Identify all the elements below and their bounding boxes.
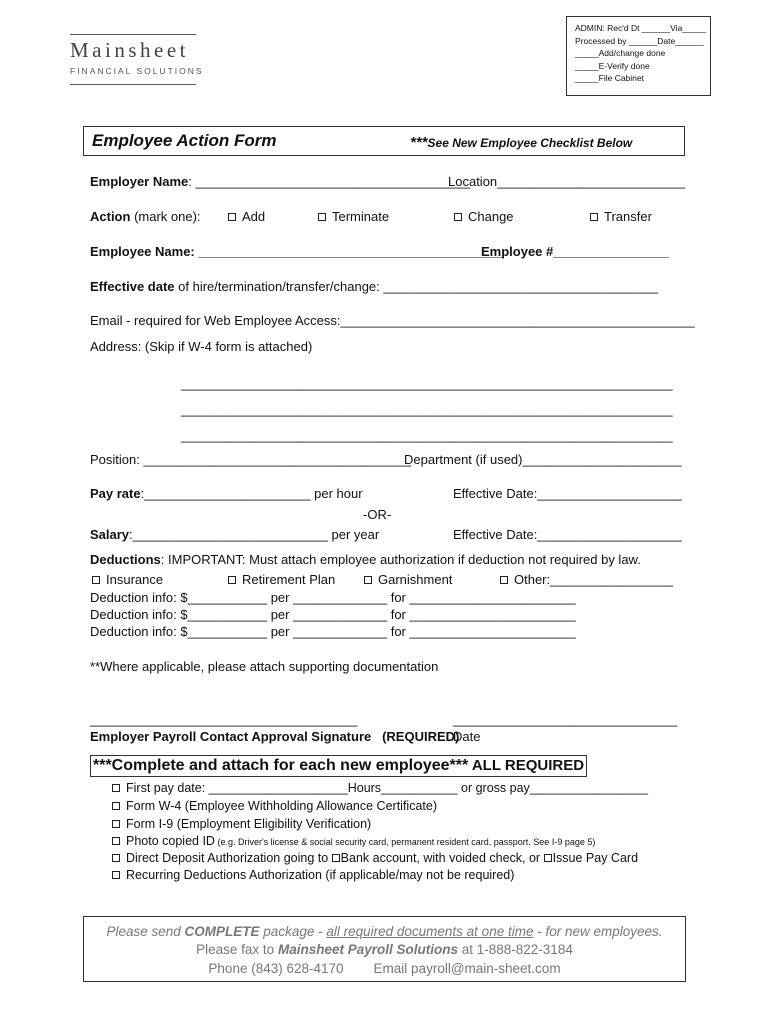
location-field[interactable]: Location__________________________ bbox=[448, 174, 686, 189]
action-add-label: Add bbox=[242, 209, 266, 224]
effective-date-line: of hire/termination/transfer/change: ______________________________________ bbox=[174, 279, 659, 294]
deduction-info-3[interactable]: Deduction info: $___________ per _____________ for _______________________ bbox=[90, 624, 576, 639]
footer-send: Please send bbox=[106, 924, 185, 939]
email-field[interactable]: Email - required for Web Employee Access:_________________________________________________ bbox=[90, 313, 695, 328]
checkbox-icon bbox=[112, 820, 120, 828]
deduction-info-2[interactable]: Deduction info: $___________ per _____________ for _______________________ bbox=[90, 607, 576, 622]
checklist-photo-id[interactable] bbox=[112, 834, 595, 848]
employer-name-line: : ______________________________________ bbox=[188, 174, 471, 189]
checklist-first-pay-date-text: First pay date: ____________________Hours___________ or gross pay_________________ bbox=[126, 781, 648, 795]
employer-name-field[interactable] bbox=[90, 174, 470, 189]
signature-label-text: Employer Payroll Contact Approval Signature bbox=[90, 729, 372, 744]
deductions-label: Deductions bbox=[90, 552, 161, 567]
form-title: Employee Action Form bbox=[92, 131, 277, 150]
new-employee-heading-text: ***Complete and attach for each new employee*** bbox=[93, 757, 469, 774]
department-field[interactable]: Department (if used)______________________ bbox=[404, 452, 682, 467]
salary-effective-date[interactable]: Effective Date:____________________ bbox=[453, 527, 682, 542]
checkbox-icon bbox=[228, 576, 236, 584]
checklist-i9-text: Form I-9 (Employment Eligibility Verification) bbox=[126, 817, 372, 831]
pay-rate-effective-date[interactable]: Effective Date:____________________ bbox=[453, 486, 682, 501]
checkbox-icon bbox=[112, 871, 120, 879]
deduction-garnishment-label: Garnishment bbox=[378, 572, 453, 587]
effective-date-field[interactable] bbox=[90, 279, 658, 294]
checklist-note bbox=[410, 134, 632, 151]
address-line-1[interactable]: ____________________________________________________________________ bbox=[181, 376, 673, 391]
checkbox-icon bbox=[92, 576, 100, 584]
footer-fax-number: at 1-888-822-3184 bbox=[458, 942, 573, 957]
checklist-direct-deposit-text: Direct Deposit Authorization going to bbox=[126, 851, 332, 865]
checkbox-icon bbox=[364, 576, 372, 584]
checkbox-icon bbox=[500, 576, 508, 584]
action-terminate-label: Terminate bbox=[332, 209, 390, 224]
action-transfer-checkbox[interactable] bbox=[590, 209, 652, 224]
position-field[interactable]: Position: _____________________________________ bbox=[90, 452, 411, 467]
address-line-2[interactable]: ____________________________________________________________________ bbox=[181, 402, 673, 417]
footer-fax-label: Please fax to bbox=[196, 942, 278, 957]
signature-label bbox=[90, 729, 459, 744]
bank-account-checkbox-icon[interactable] bbox=[332, 854, 340, 862]
deduction-insurance-checkbox[interactable] bbox=[92, 572, 163, 587]
admin-processed: Processed by ______Date______ bbox=[575, 35, 704, 46]
pay-card-checkbox-icon[interactable] bbox=[544, 854, 552, 862]
employee-number-field[interactable]: Employee #________________ bbox=[481, 244, 669, 259]
salary-label: Salary bbox=[90, 527, 130, 542]
checkbox-icon bbox=[112, 802, 120, 810]
deduction-other-label: Other:_________________ bbox=[514, 572, 674, 587]
action-label-bold: Action bbox=[90, 209, 131, 224]
deductions-note bbox=[90, 552, 641, 567]
deduction-retirement-checkbox[interactable] bbox=[228, 572, 335, 587]
checklist-recurring-deductions-text: Recurring Deductions Authorization (if applicable/may not be required) bbox=[126, 868, 515, 882]
checkbox-icon bbox=[112, 854, 120, 862]
footer-complete: COMPLETE bbox=[184, 924, 260, 939]
employer-name-label: Employer Name bbox=[90, 174, 189, 189]
photo-id-note: (e.g. Driver's license & social security card, permanent resident card, passport. See I-9 page 5) bbox=[214, 837, 596, 847]
pay-rate-label: Pay rate bbox=[90, 486, 141, 501]
company-logo-tagline: FINANCIAL SOLUTIONS bbox=[70, 66, 204, 76]
checklist-note-text: See New Employee Checklist Below bbox=[427, 136, 633, 150]
action-transfer-label: Transfer bbox=[604, 209, 652, 224]
checklist-recurring-deductions[interactable] bbox=[112, 868, 514, 882]
checkbox-icon bbox=[112, 837, 120, 845]
signature-required: (REQUIRED) bbox=[382, 729, 460, 744]
date-line[interactable]: _______________________________ bbox=[453, 712, 678, 727]
new-employee-heading bbox=[90, 755, 587, 777]
supporting-docs-note: **Where applicable, please attach supporting documentation bbox=[90, 659, 439, 674]
effective-date-label: Effective date bbox=[90, 279, 175, 294]
per-hour-label: per hour bbox=[310, 486, 363, 501]
checkbox-icon bbox=[454, 213, 462, 221]
footer-email[interactable]: Email payroll@main-sheet.com bbox=[373, 961, 561, 976]
action-change-checkbox[interactable] bbox=[454, 209, 514, 224]
or-separator: -OR- bbox=[363, 507, 392, 522]
action-label bbox=[90, 209, 201, 224]
footer-all-docs: all required documents at one time bbox=[326, 924, 534, 939]
logo-top-rule bbox=[70, 34, 196, 35]
footer-new-employees: - for new employees. bbox=[533, 924, 663, 939]
signature-line[interactable]: _____________________________________ bbox=[90, 712, 358, 727]
admin-box bbox=[566, 16, 711, 96]
deduction-garnishment-checkbox[interactable] bbox=[364, 572, 452, 587]
checkbox-icon bbox=[318, 213, 326, 221]
admin-received: ADMIN: Rec'd Dt ______Via_____ bbox=[575, 23, 706, 33]
footer-line-3 bbox=[83, 961, 686, 976]
checklist-note-stars: *** bbox=[410, 134, 428, 151]
admin-file-cabinet: _____File Cabinet bbox=[575, 73, 644, 83]
company-logo-name: Mainsheet bbox=[70, 38, 189, 62]
admin-everify: _____E-Verify done bbox=[575, 60, 650, 71]
per-year-label: per year bbox=[327, 527, 380, 542]
checklist-w4-text: Form W-4 (Employee Withholding Allowance Certificate) bbox=[126, 799, 437, 813]
checklist-w4[interactable] bbox=[112, 799, 437, 813]
deductions-note-text: : IMPORTANT: Must attach employee authorization if deduction not required by law. bbox=[160, 552, 641, 567]
all-required-label: ALL REQUIRED bbox=[468, 757, 585, 774]
admin-add-change: _____Add/change done bbox=[575, 48, 666, 58]
action-hint: (mark one): bbox=[130, 209, 201, 224]
address-line-3[interactable]: ____________________________________________________________________ bbox=[181, 428, 673, 443]
footer-company: Mainsheet Payroll Solutions bbox=[277, 942, 458, 957]
checklist-direct-deposit[interactable] bbox=[112, 851, 638, 865]
salary-line: :___________________________ bbox=[129, 527, 328, 542]
checklist-photo-id-text: Photo copied ID bbox=[126, 834, 215, 848]
salary-field[interactable] bbox=[90, 527, 379, 542]
deduction-other-checkbox[interactable] bbox=[500, 572, 673, 587]
pay-card-option: Issue Pay Card bbox=[552, 851, 639, 865]
footer-phone: Phone (843) 628-4170 bbox=[208, 961, 344, 976]
address-label: Address: (Skip if W-4 form is attached) bbox=[90, 339, 313, 354]
deduction-insurance-label: Insurance bbox=[106, 572, 164, 587]
action-change-label: Change bbox=[468, 209, 514, 224]
footer-line-1 bbox=[83, 924, 686, 939]
pay-rate-field[interactable] bbox=[90, 486, 363, 501]
action-terminate-checkbox[interactable] bbox=[318, 209, 389, 224]
footer-package: package - bbox=[259, 924, 327, 939]
checkbox-icon bbox=[590, 213, 598, 221]
bank-account-option: Bank account, with voided check, or bbox=[340, 851, 544, 865]
action-add-checkbox[interactable] bbox=[228, 209, 265, 224]
checkbox-icon bbox=[112, 784, 120, 792]
deduction-info-1[interactable]: Deduction info: $___________ per _____________ for _______________________ bbox=[90, 590, 576, 605]
date-label: Date bbox=[453, 729, 481, 744]
checklist-i9[interactable] bbox=[112, 817, 371, 831]
footer-line-2 bbox=[83, 942, 686, 957]
checklist-first-pay-date[interactable] bbox=[112, 781, 648, 795]
deduction-retirement-label: Retirement Plan bbox=[242, 572, 336, 587]
pay-rate-line: :_______________________ bbox=[140, 486, 311, 501]
employee-name-field[interactable]: Employee Name: __________________________________________ bbox=[90, 244, 503, 259]
checkbox-icon bbox=[228, 213, 236, 221]
logo-bottom-rule bbox=[70, 84, 196, 85]
